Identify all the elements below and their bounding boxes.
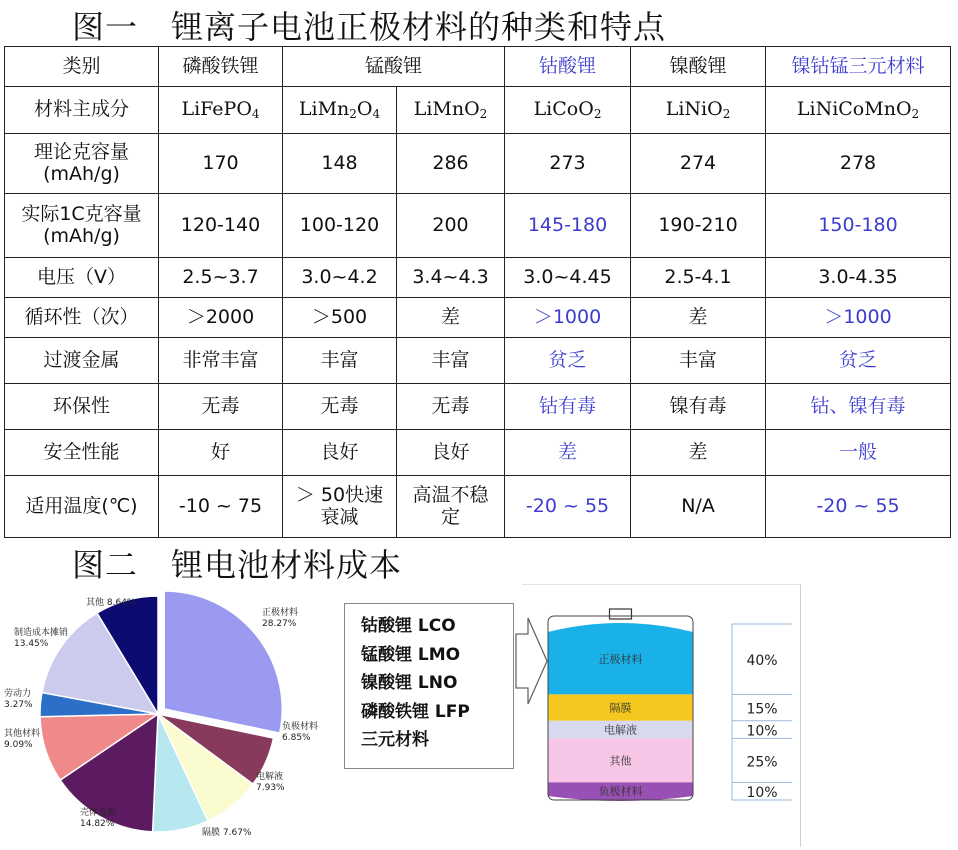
formula-cell: LiMnO$_2$ bbox=[397, 87, 505, 134]
table-row bbox=[5, 258, 951, 298]
table-row bbox=[5, 298, 951, 338]
figure1-title: 图一 锂离子电池正极材料的种类和特点 bbox=[72, 8, 667, 46]
table-cell: 200 bbox=[397, 194, 505, 258]
table-cell: -20 ~ 55 bbox=[505, 476, 631, 538]
table-cell: N/A bbox=[631, 476, 766, 538]
table-cell: 非常丰富 bbox=[159, 338, 283, 384]
battery-segment-label: 正极材料 bbox=[598, 653, 643, 667]
header-ncm: 镍钴锰三元材料 bbox=[766, 47, 951, 87]
table-cell: 高温不稳 定 bbox=[397, 476, 505, 538]
table-row bbox=[5, 476, 951, 538]
formula-cell: $LiMn_2O_4$ bbox=[283, 87, 397, 134]
row-label: 过渡金属 bbox=[5, 338, 159, 384]
battery-segment-label: 负极材料 bbox=[598, 785, 643, 799]
table-cell: 贫乏 bbox=[505, 338, 631, 384]
table-cell: -20 ~ 55 bbox=[766, 476, 951, 538]
table-cell: 150-180 bbox=[766, 194, 951, 258]
table-cell: 差 bbox=[397, 298, 505, 338]
table-cell: 丰富 bbox=[283, 338, 397, 384]
battery-segment-label: 电解液 bbox=[604, 723, 637, 737]
table-cell: 145-180 bbox=[505, 194, 631, 258]
table-cell: ＞ 50快速 衰减 bbox=[283, 476, 397, 538]
pie-slice-label: 负极材料 6.85% bbox=[282, 722, 319, 744]
table-cell: 3.4~4.3 bbox=[397, 258, 505, 298]
table-cell: 贫乏 bbox=[766, 338, 951, 384]
table-cell: 170 bbox=[159, 134, 283, 194]
table-cell: 无毒 bbox=[283, 384, 397, 430]
table-cell: 148 bbox=[283, 134, 397, 194]
table-cell: 良好 bbox=[283, 430, 397, 476]
table-cell: 丰富 bbox=[631, 338, 766, 384]
table-cell: 190-210 bbox=[631, 194, 766, 258]
row-label: 理论克容量 (mAh/g) bbox=[5, 134, 159, 194]
table-row bbox=[5, 430, 951, 476]
pie-slice-label: 其他 8.64% bbox=[86, 598, 136, 608]
row-label: 材料主成分 bbox=[5, 87, 159, 134]
table-cell: 286 bbox=[397, 134, 505, 194]
table-row bbox=[5, 338, 951, 384]
pie-slice-label: 隔膜 7.67% bbox=[202, 828, 252, 838]
formula-cell: LiFePO$_4$ bbox=[159, 87, 283, 134]
table-cell: 278 bbox=[766, 134, 951, 194]
table-cell: 100-120 bbox=[283, 194, 397, 258]
pie-slice-label: 正极材料 28.27% bbox=[262, 608, 299, 630]
table-body bbox=[5, 134, 951, 538]
table-row bbox=[5, 384, 951, 430]
header-category: 类别 bbox=[5, 47, 159, 87]
table-cell: 3.0~4.2 bbox=[283, 258, 397, 298]
table-cell: 273 bbox=[505, 134, 631, 194]
formula-cell: LiNiCoMnO$_2$ bbox=[766, 87, 951, 134]
table-cell: 3.0~4.45 bbox=[505, 258, 631, 298]
table-cell: ＞1000 bbox=[766, 298, 951, 338]
table-cell: 钴、镍有毒 bbox=[766, 384, 951, 430]
pie-slice-label: 其他材料 9.09% bbox=[4, 729, 41, 751]
battery-segment-label: 其他 bbox=[609, 754, 632, 768]
table-cell: 好 bbox=[159, 430, 283, 476]
table-cell: 良好 bbox=[397, 430, 505, 476]
table-cell: 274 bbox=[631, 134, 766, 194]
table-cell: 无毒 bbox=[159, 384, 283, 430]
materials-list bbox=[344, 603, 514, 769]
table-cell: 镍有毒 bbox=[631, 384, 766, 430]
table-cell: 2.5-4.1 bbox=[631, 258, 766, 298]
battery-cap bbox=[610, 609, 632, 619]
list-item: 磷酸铁锂 LFP bbox=[361, 701, 470, 722]
row-label: 安全性能 bbox=[5, 430, 159, 476]
table-cell: 差 bbox=[631, 430, 766, 476]
table-cell: ＞500 bbox=[283, 298, 397, 338]
list-item: 钴酸锂 LCO bbox=[361, 616, 456, 636]
table-cell: 一般 bbox=[766, 430, 951, 476]
table-cell: ＞1000 bbox=[505, 298, 631, 338]
row-label: 环保性 bbox=[5, 384, 159, 430]
row-label: 电压（V） bbox=[5, 258, 159, 298]
table-cell: 差 bbox=[631, 298, 766, 338]
row-label: 实际1C克容量 (mAh/g) bbox=[5, 194, 159, 258]
list-item: 锰酸锂 LMO bbox=[361, 644, 461, 665]
pie-slice-label: 电解液 7.93% bbox=[256, 772, 285, 794]
header-lco: 钴酸锂 bbox=[505, 47, 631, 87]
cathode-materials-table bbox=[4, 46, 951, 538]
header-lfp: 磷酸铁锂 bbox=[159, 47, 283, 87]
pie-slice-label: 壳体盖板 14.82% bbox=[80, 808, 117, 830]
table-row bbox=[5, 134, 951, 194]
table-cell: ＞2000 bbox=[159, 298, 283, 338]
table-cell: 3.0-4.35 bbox=[766, 258, 951, 298]
header-lmo: 锰酸锂 bbox=[283, 47, 505, 87]
row-label: 适用温度(℃) bbox=[5, 476, 159, 538]
table-cell: 钴有毒 bbox=[505, 384, 631, 430]
table-row-formula bbox=[5, 87, 951, 134]
table-cell: 120-140 bbox=[159, 194, 283, 258]
battery-segment-value: 10% bbox=[746, 723, 778, 740]
pie-slice-label: 劳动力 3.27% bbox=[4, 689, 33, 711]
list-item: 三元材料 bbox=[361, 730, 429, 750]
list-item: 镍酸锂 LNO bbox=[361, 673, 458, 693]
battery-segment-label: 隔膜 bbox=[609, 701, 632, 715]
table-row bbox=[5, 194, 951, 258]
table-cell: 丰富 bbox=[397, 338, 505, 384]
battery-segment-value: 40% bbox=[746, 653, 778, 670]
table-cell: 差 bbox=[505, 430, 631, 476]
row-label: 循环性（次） bbox=[5, 298, 159, 338]
battery-segment-value: 25% bbox=[746, 754, 778, 771]
table-cell: 2.5~3.7 bbox=[159, 258, 283, 298]
cost-pie-chart bbox=[0, 584, 330, 846]
battery-segment-value: 15% bbox=[746, 701, 778, 718]
formula-cell: LiNiO$_2$ bbox=[631, 87, 766, 134]
formula-cell: LiCoO$_2$ bbox=[505, 87, 631, 134]
table-cell: -10 ~ 75 bbox=[159, 476, 283, 538]
pie-slice-label: 制造成本摊销 13.45% bbox=[14, 628, 69, 650]
table-header-row bbox=[5, 47, 951, 87]
table-cell: 无毒 bbox=[397, 384, 505, 430]
battery-cost-chart bbox=[530, 596, 800, 806]
figure2-title: 图二 锂电池材料成本 bbox=[72, 546, 403, 584]
header-lno: 镍酸锂 bbox=[631, 47, 766, 87]
battery-segment-value: 10% bbox=[746, 785, 778, 802]
